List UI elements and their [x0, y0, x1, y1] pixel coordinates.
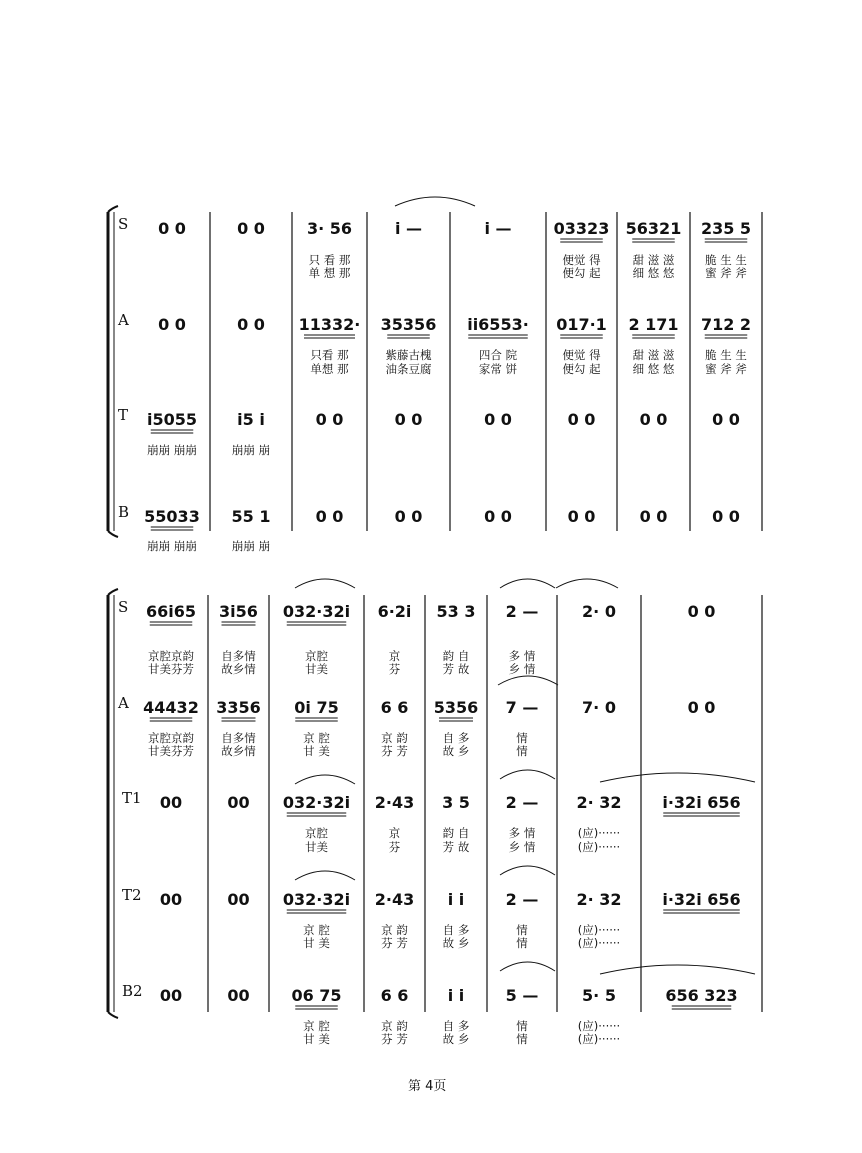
lyric-text: 故 乡 — [442, 1032, 470, 1046]
lyric-text: 京 腔 — [303, 923, 330, 937]
lyric-text: 芬 芳 — [381, 936, 408, 950]
note-group: 00 — [159, 890, 183, 909]
note-group: 017·1 — [556, 315, 607, 334]
lyric-text: 乡 情 — [508, 662, 536, 676]
note-group: 56321 — [625, 219, 682, 238]
note-group: 00 — [227, 890, 250, 909]
slur-arc — [500, 866, 555, 875]
lyric-text: 芬 — [388, 840, 401, 854]
lyric-text: 甘美 — [305, 662, 328, 676]
slur-arc — [600, 965, 755, 974]
voice-label: B — [118, 503, 130, 521]
lyric-text: 自 多 — [442, 1019, 470, 1033]
lyric-text: 京 腔 — [303, 1019, 330, 1033]
note-group: 2· 0 — [582, 602, 616, 621]
note-group: 55 1 — [231, 507, 271, 526]
note-group: 6 6 — [380, 986, 409, 1005]
note-group: 03323 — [553, 219, 610, 238]
lyric-text: 京腔京韵 — [148, 649, 194, 663]
slur-arc — [500, 962, 555, 971]
note-group: 11332· — [298, 315, 361, 334]
note-group: 2 171 — [628, 315, 679, 334]
note-group: i·32i 656 — [662, 890, 741, 909]
lyric-text: 单 想 那 — [308, 266, 351, 280]
note-group: 0 0 — [237, 219, 265, 238]
note-group: 0 0 — [639, 410, 668, 429]
lyric-text: 只 看 那 — [308, 253, 351, 267]
lyric-text: 崩崩 崩崩 — [147, 443, 197, 457]
lyric-text: (应)······ — [577, 1032, 621, 1046]
note-group: 5· 5 — [582, 986, 616, 1005]
note-group: 55033 — [144, 507, 200, 526]
note-group: 06 75 — [291, 986, 342, 1005]
bracket-hook-top — [108, 589, 118, 595]
lyric-text: 故乡情 — [221, 662, 256, 676]
voice-label: S — [118, 215, 129, 233]
lyric-text: 自 多 — [442, 923, 470, 937]
lyric-text: 蜜 斧 斧 — [705, 362, 747, 376]
lyric-text: 京腔 — [305, 649, 328, 663]
note-group: 00 — [159, 986, 183, 1005]
note-group: 66i65 — [145, 602, 197, 621]
lyric-text: 情 — [516, 1019, 528, 1033]
lyric-text: 自 多 — [442, 731, 470, 745]
note-group: 032·32i — [282, 890, 351, 909]
lyric-text: 甘美芬芳 — [148, 744, 194, 758]
lyric-text: 多 情 — [508, 826, 536, 840]
note-group: 53 3 — [436, 602, 476, 621]
lyric-text: 蜜 斧 斧 — [705, 266, 747, 280]
note-group: 6·2i — [377, 602, 412, 621]
note-group: 0 0 — [394, 507, 423, 526]
note-group: i — — [394, 219, 423, 238]
note-group: 00 — [227, 986, 250, 1005]
lyric-text: 便觉 得 — [562, 253, 601, 267]
page-number: 第 4页 — [408, 1079, 447, 1094]
voice-label: T1 — [122, 789, 142, 807]
lyric-text: 甘 美 — [303, 744, 330, 758]
lyric-text: 油条豆腐 — [385, 362, 432, 376]
note-group: 0 0 — [484, 507, 512, 526]
lyric-text: 甜 滋 滋 — [632, 348, 675, 362]
lyric-text: 家常 饼 — [478, 362, 518, 376]
lyric-text: 故 乡 — [442, 936, 470, 950]
lyric-text: 情 — [516, 744, 528, 758]
note-group: 2 — — [505, 793, 539, 812]
lyric-text: 自多情 — [221, 649, 256, 663]
lyric-text: 甘美芬芳 — [148, 662, 194, 676]
note-group: 032·32i — [282, 793, 351, 812]
note-group: 3356 — [216, 698, 261, 717]
note-group: 0 0 — [484, 410, 512, 429]
lyric-text: (应)······ — [577, 826, 621, 840]
lyric-text: 便勾 起 — [562, 362, 601, 376]
note-group: 00 — [227, 793, 250, 812]
note-group: 0i 75 — [294, 698, 339, 717]
lyric-text: 情 — [516, 1032, 528, 1046]
note-group: 2· 32 — [576, 793, 622, 812]
note-group: 7· 0 — [582, 698, 616, 717]
lyric-text: 甘 美 — [303, 1032, 330, 1046]
lyric-text: 四合 院 — [478, 348, 518, 362]
voice-label: T2 — [122, 886, 142, 904]
lyric-text: 芳 故 — [442, 662, 470, 676]
slur-arc — [600, 773, 755, 782]
note-group: i5055 — [146, 410, 198, 429]
lyric-text: 芬 — [388, 662, 401, 676]
lyric-text: 紫藤古槐 — [385, 348, 432, 362]
voice-label: A — [118, 311, 129, 329]
lyric-text: 京 韵 — [381, 1019, 408, 1033]
note-group: 3· 56 — [306, 219, 353, 238]
note-group: 0 0 — [394, 410, 423, 429]
lyric-text: 甘美 — [305, 840, 328, 854]
slur-arc — [498, 676, 558, 685]
lyric-text: 故乡情 — [221, 744, 256, 758]
note-group: 2 — — [505, 602, 539, 621]
lyric-text: 细 悠 悠 — [632, 362, 675, 376]
voice-label: S — [118, 598, 129, 616]
lyric-text: 韵 自 — [442, 649, 470, 663]
bracket-hook-bottom — [108, 1012, 118, 1018]
note-group: i i — [447, 890, 465, 909]
lyric-text: (应)······ — [577, 923, 621, 937]
slur-arc — [295, 579, 355, 588]
note-group: 0 0 — [315, 410, 344, 429]
lyric-text: 脆 生 生 — [705, 253, 747, 267]
lyric-text: 崩崩 崩 — [231, 539, 271, 553]
voice-label: A — [118, 694, 129, 712]
lyric-text: (应)······ — [577, 1019, 621, 1033]
bracket-hook-bottom — [108, 531, 118, 537]
slur-arc — [395, 197, 475, 206]
slur-arc — [500, 770, 555, 779]
lyric-text: 脆 生 生 — [705, 348, 747, 362]
note-group: 2· 32 — [576, 890, 622, 909]
lyric-text: 芬 芳 — [381, 744, 408, 758]
note-group: 0 0 — [639, 507, 668, 526]
lyric-text: 只看 那 — [310, 348, 349, 362]
lyric-text: 京 腔 — [303, 731, 330, 745]
lyric-text: 细 悠 悠 — [632, 266, 675, 280]
lyric-text: 乡 情 — [508, 840, 536, 854]
slur-arc — [295, 871, 355, 880]
note-group: 5 — — [505, 986, 539, 1005]
note-group: 0 0 — [315, 507, 344, 526]
slur-arc — [556, 579, 618, 588]
slur-arc — [500, 579, 555, 588]
note-group: 7 — — [505, 698, 539, 717]
note-group: i — — [484, 219, 512, 238]
lyric-text: 京腔京韵 — [148, 731, 194, 745]
lyric-text: 京 韵 — [381, 731, 408, 745]
lyric-text: (应)······ — [577, 936, 621, 950]
note-group: 3 5 — [442, 793, 470, 812]
lyric-text: 京 — [388, 826, 401, 840]
note-group: 235 5 — [700, 219, 752, 238]
note-group: 0 0 — [567, 410, 596, 429]
note-group: 0 0 — [158, 315, 186, 334]
lyric-text: 京 — [388, 649, 401, 663]
lyric-text: 京腔 — [305, 826, 328, 840]
note-group: i5 i — [237, 410, 265, 429]
lyric-text: 自多情 — [221, 731, 256, 745]
note-group: 032·32i — [282, 602, 351, 621]
note-group: 5356 — [433, 698, 479, 717]
note-group: 2·43 — [374, 890, 415, 909]
lyric-text: 多 情 — [508, 649, 536, 663]
note-group: 0 0 — [567, 507, 596, 526]
lyric-text: 崩崩 崩崩 — [147, 539, 197, 553]
lyric-text: 情 — [516, 731, 528, 745]
lyric-text: 单想 那 — [310, 362, 349, 376]
lyric-text: 故 乡 — [442, 744, 470, 758]
lyric-text: 芬 芳 — [381, 1032, 408, 1046]
note-group: 00 — [159, 793, 183, 812]
lyric-text: 情 — [516, 923, 528, 937]
note-group: 0 0 — [687, 602, 716, 621]
note-group: 0 0 — [687, 698, 716, 717]
note-group: 6 6 — [380, 698, 409, 717]
note-group: 3i56 — [219, 602, 258, 621]
lyric-text: 甘 美 — [303, 936, 330, 950]
note-group: 0 0 — [237, 315, 265, 334]
note-group: 2·43 — [374, 793, 415, 812]
lyric-text: 情 — [516, 936, 528, 950]
voice-label: T — [118, 406, 129, 424]
lyric-text: 崩崩 崩 — [231, 443, 271, 457]
voice-label: B2 — [122, 982, 143, 1000]
lyric-text: (应)······ — [577, 840, 621, 854]
slur-arc — [295, 775, 355, 784]
note-group: 44432 — [143, 698, 199, 717]
note-group: 656 323 — [665, 986, 738, 1005]
note-group: ii6553· — [467, 315, 529, 334]
note-group: i i — [447, 986, 465, 1005]
note-group: 2 — — [505, 890, 539, 909]
lyric-text: 便觉 得 — [562, 348, 601, 362]
lyric-text: 甜 滋 滋 — [632, 253, 675, 267]
note-group: 0 0 — [712, 507, 740, 526]
lyric-text: 便勾 起 — [562, 266, 601, 280]
note-group: 35356 — [380, 315, 437, 334]
note-group: 712 2 — [700, 315, 752, 334]
lyric-text: 京 韵 — [381, 923, 408, 937]
lyric-text: 芳 故 — [442, 840, 470, 854]
bracket-hook-top — [108, 206, 118, 212]
note-group: 0 0 — [712, 410, 740, 429]
note-group: i·32i 656 — [662, 793, 741, 812]
lyric-text: 韵 自 — [442, 826, 470, 840]
note-group: 0 0 — [158, 219, 186, 238]
